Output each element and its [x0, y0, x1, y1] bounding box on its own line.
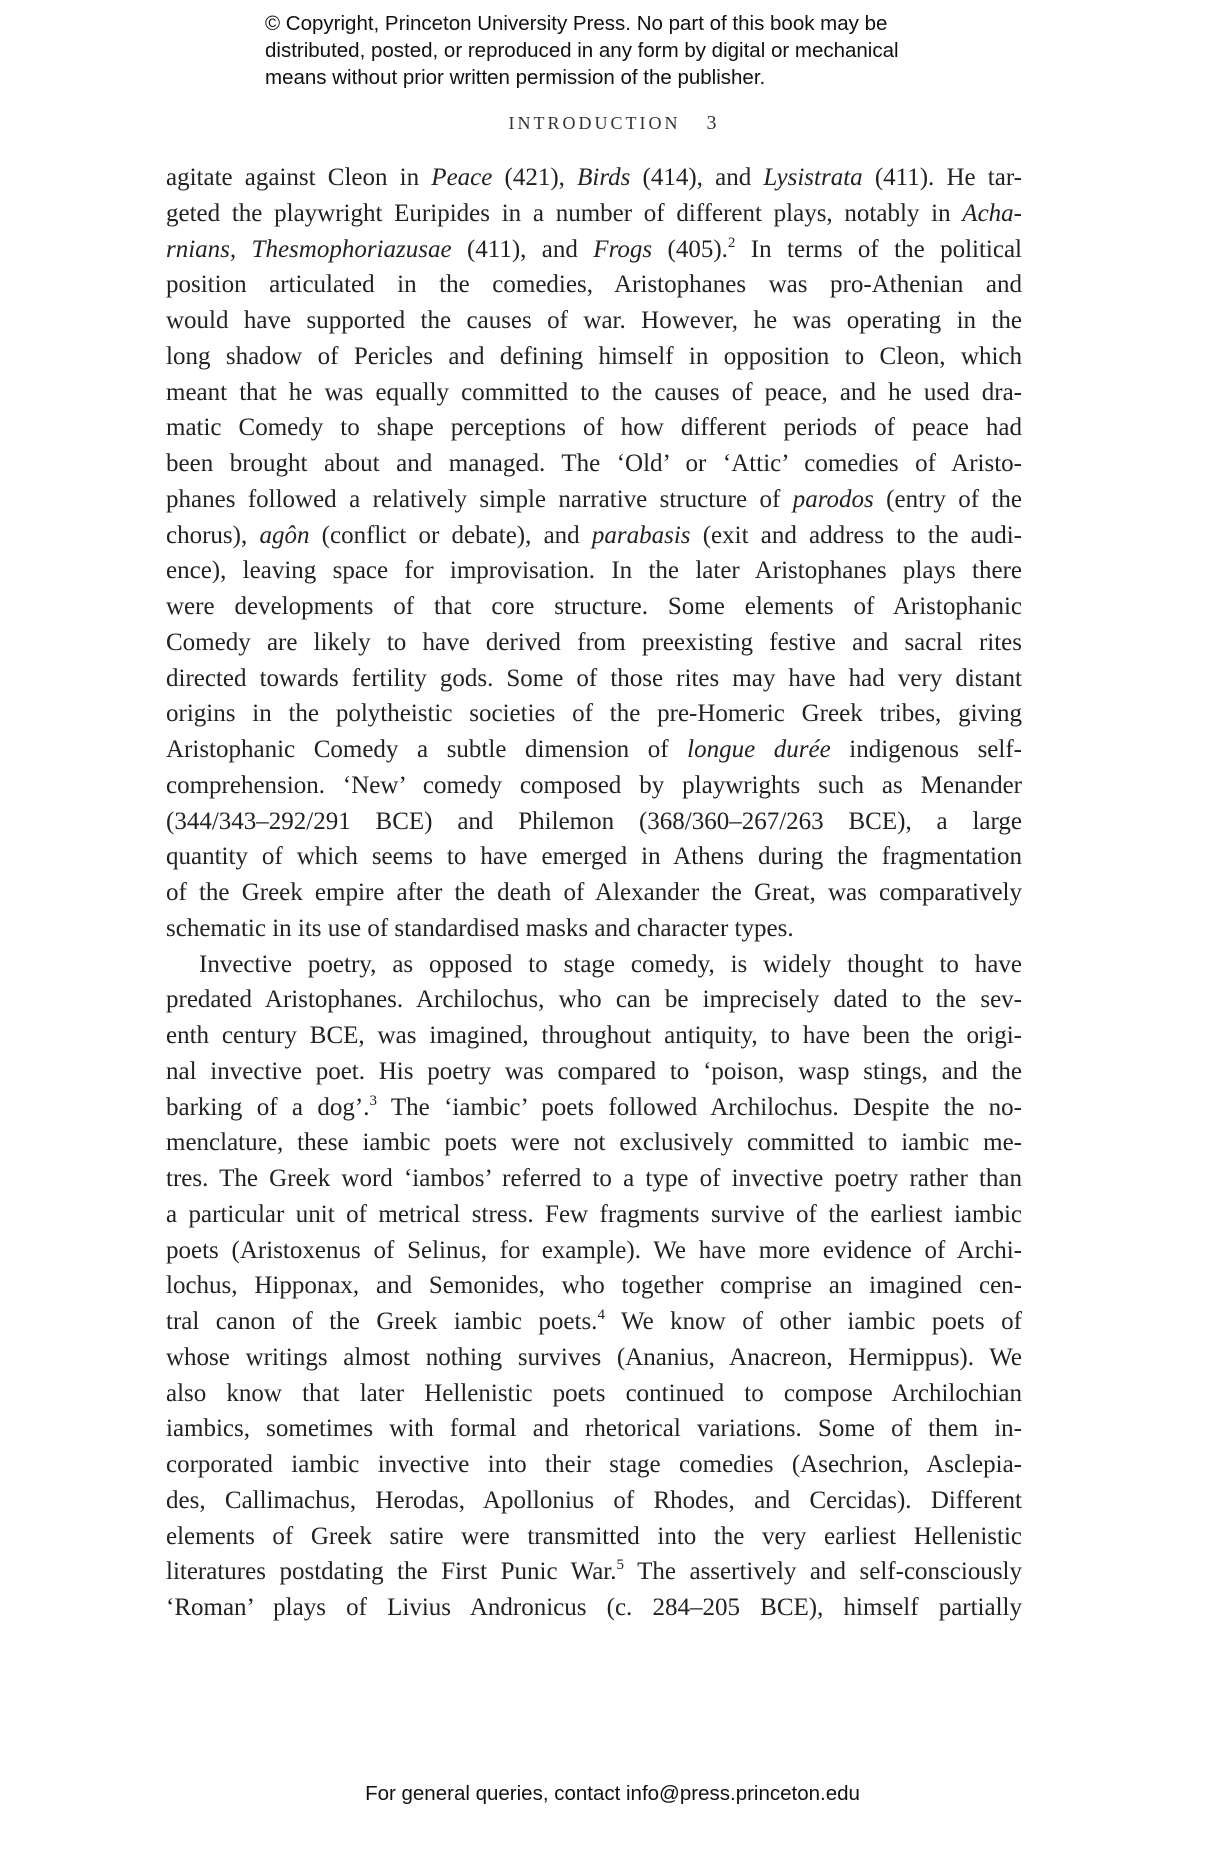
- italic-text: parabasis: [591, 521, 691, 549]
- text-run: (405).: [652, 235, 728, 263]
- text-line: [166, 1233, 1022, 1269]
- footer-contact: For general queries, contact info@press.princeton.edu: [365, 1782, 860, 1805]
- italic-text: longue durée: [687, 736, 831, 763]
- text-run: barking of a dog’.: [166, 1093, 370, 1121]
- text-line: [166, 1447, 1022, 1483]
- footnote-ref: 3: [369, 1092, 377, 1109]
- text-line: [166, 1483, 1022, 1519]
- italic-text: Acha-: [962, 199, 1022, 227]
- italic-text: Lysistrata: [763, 164, 863, 191]
- text-run: Aristophanic Comedy a subtle dimension of: [166, 736, 688, 763]
- text-line: [166, 732, 1022, 768]
- copyright-line: © Copyright, Princeton University Press. No part of this book may be: [265, 12, 888, 35]
- text-line: [166, 1590, 1022, 1626]
- text-run: corporated iambic invective into their stage comedies (Asechrion, Asclepia-: [166, 1451, 1022, 1478]
- text-run: of the Greek empire after the death of Alexander the Great, was comparatively: [166, 879, 1022, 906]
- body-text: [166, 160, 1022, 1626]
- text-line: [166, 1125, 1022, 1161]
- text-run: (414), and: [630, 164, 764, 191]
- text-run: position articulated in the comedies, Aristophanes was pro-Athenian and: [166, 271, 1022, 299]
- text-run: lochus, Hipponax, and Semonides, who together comprise an imagined cen-: [166, 1272, 1022, 1300]
- page-number: 3: [706, 112, 717, 134]
- italic-text: rnians, Thesmophoriazusae: [166, 235, 452, 263]
- text-run: (conflict or debate), and: [309, 521, 592, 549]
- text-run: directed towards fertility gods. Some of those rites may have had very distant: [166, 664, 1022, 692]
- text-line: [166, 1161, 1022, 1197]
- text-line: [166, 1018, 1022, 1054]
- text-run: agitate against Cleon in: [166, 164, 432, 191]
- text-line: [166, 875, 1022, 911]
- text-line: [166, 482, 1022, 518]
- text-line: [166, 947, 1022, 983]
- text-line: [166, 625, 1022, 661]
- text-line: [166, 410, 1022, 446]
- text-line: [166, 1519, 1022, 1555]
- text-run: (421),: [492, 164, 578, 191]
- text-run: poets (Aristoxenus of Selinus, for example). We have more evidence of Archi-: [166, 1236, 1022, 1264]
- text-line: [166, 303, 1022, 339]
- text-run: chorus),: [166, 521, 260, 549]
- text-line: [166, 839, 1022, 875]
- text-line: [166, 1340, 1022, 1376]
- text-run: nal invective poet. His poetry was compared to ‘poison, wasp stings, and the: [166, 1057, 1022, 1085]
- text-run: Invective poetry, as opposed to stage comedy, is widely thought to have: [199, 950, 1022, 978]
- text-line: [166, 339, 1022, 375]
- text-run: (344/343–292/291 BCE) and Philemon (368/360–267/263 BCE), a large: [166, 807, 1022, 835]
- text-run: comprehension. ‘New’ comedy composed by playwrights such as Menander: [166, 771, 1022, 799]
- text-line: [166, 553, 1022, 589]
- text-run: elements of Greek satire were transmitted into the very earliest Hellenistic: [166, 1522, 1022, 1550]
- text-line: [166, 518, 1022, 554]
- text-run: tres. The Greek word ‘iambos’ referred to a type of invective poetry rather than: [166, 1165, 1022, 1192]
- text-line: [166, 232, 1022, 268]
- text-run: origins in the polytheistic societies of the pre-Homeric Greek tribes, giving: [166, 700, 1022, 728]
- text-line: [166, 1554, 1022, 1590]
- text-line: [166, 1304, 1022, 1340]
- italic-text: Frogs: [593, 235, 653, 263]
- italic-text: agôn: [259, 521, 310, 549]
- text-run: In terms of the political: [735, 235, 1022, 263]
- text-line: [166, 446, 1022, 482]
- copyright-line: distributed, posted, or reproduced in any form by digital or mechanical: [265, 39, 899, 62]
- text-run: (entry of the: [873, 485, 1022, 513]
- text-run: Comedy are likely to have derived from preexisting festive and sacral rites: [166, 628, 1022, 656]
- text-line: [166, 196, 1022, 232]
- italic-text: Birds: [577, 164, 631, 191]
- italic-text: Peace: [431, 164, 493, 191]
- text-run: menclature, these iambic poets were not exclusively committed to iambic me-: [166, 1129, 1022, 1157]
- text-run: were developments of that core structure. Some elements of Aristophanic: [166, 593, 1022, 620]
- text-line: [166, 375, 1022, 411]
- text-line: [166, 1411, 1022, 1447]
- text-line: [166, 589, 1022, 625]
- text-run: The assertively and self-consciously: [624, 1558, 1022, 1586]
- text-run: schematic in its use of standardised masks and character types.: [166, 914, 794, 942]
- text-run: ence), leaving space for improvisation. In the later Aristophanes plays there: [166, 557, 1022, 585]
- text-run: phanes followed a relatively simple narrative structure of: [166, 485, 793, 513]
- text-run: enth century BCE, was imagined, throughout antiquity, to have been the origi-: [166, 1022, 1022, 1049]
- text-run: indigenous self-: [830, 736, 1023, 763]
- text-run: whose writings almost nothing survives (Ananius, Anacreon, Hermippus). We: [166, 1343, 1022, 1371]
- text-run: tral canon of the Greek iambic poets.: [166, 1308, 598, 1335]
- text-run: (411). He tar-: [862, 164, 1022, 191]
- text-run: literatures postdating the First Punic War.: [166, 1558, 617, 1586]
- text-run: quantity of which seems to have emerged in Athens during the fragmentation: [166, 843, 1022, 871]
- running-head: [0, 112, 1225, 135]
- text-line: [166, 804, 1022, 840]
- text-run: would have supported the causes of war. However, he was operating in the: [166, 307, 1022, 334]
- text-line: [166, 267, 1022, 303]
- text-run: geted the playwright Euripides in a number of different plays, notably in: [166, 199, 963, 227]
- text-line: [166, 696, 1022, 732]
- text-run: predated Aristophanes. Archilochus, who can be imprecisely dated to the sev-: [166, 986, 1022, 1014]
- copyright-line: means without prior written permission of the publisher.: [265, 66, 766, 89]
- text-run: We know of other iambic poets of: [604, 1308, 1022, 1335]
- text-run: The ‘iambic’ poets followed Archilochus. Despite the no-: [376, 1093, 1022, 1121]
- copyright-notice: [265, 10, 1025, 91]
- text-run: long shadow of Pericles and defining himself in opposition to Cleon, which: [166, 342, 1022, 370]
- text-line: [166, 1090, 1022, 1126]
- footnote-ref: 4: [597, 1307, 605, 1323]
- italic-text: parodos: [792, 485, 874, 513]
- text-run: des, Callimachus, Herodas, Apollonius of Rhodes, and Cercidas). Different: [166, 1486, 1022, 1514]
- text-run: iambics, sometimes with formal and rhetorical variations. Some of them in-: [166, 1415, 1022, 1443]
- text-line: [166, 1197, 1022, 1233]
- text-line: [166, 160, 1022, 196]
- text-line: [166, 911, 1022, 947]
- text-run: a particular unit of metrical stress. Few fragments survive of the earliest iambic: [166, 1200, 1022, 1228]
- text-run: (exit and address to the audi-: [690, 521, 1022, 549]
- text-line: [166, 661, 1022, 697]
- text-line: [166, 768, 1022, 804]
- text-run: also know that later Hellenistic poets continued to compose Archilochian: [166, 1379, 1022, 1407]
- chapter-title: INTRODUCTION: [508, 113, 681, 133]
- footnote-ref: 5: [616, 1557, 625, 1574]
- text-run: ‘Roman’ plays of Livius Andronicus (c. 284–205 BCE), himself partially: [166, 1594, 1022, 1621]
- text-line: [166, 982, 1022, 1018]
- text-line: [166, 1054, 1022, 1090]
- text-run: been brought about and managed. The ‘Old’ or ‘Attic’ comedies of Aristo-: [166, 450, 1022, 477]
- text-line: [166, 1376, 1022, 1412]
- text-run: meant that he was equally committed to the causes of peace, and he used dra-: [166, 378, 1022, 406]
- text-run: (411), and: [451, 235, 594, 263]
- text-run: matic Comedy to shape perceptions of how different periods of peace had: [166, 414, 1022, 442]
- text-line: [166, 1268, 1022, 1304]
- footnote-ref: 2: [727, 234, 736, 251]
